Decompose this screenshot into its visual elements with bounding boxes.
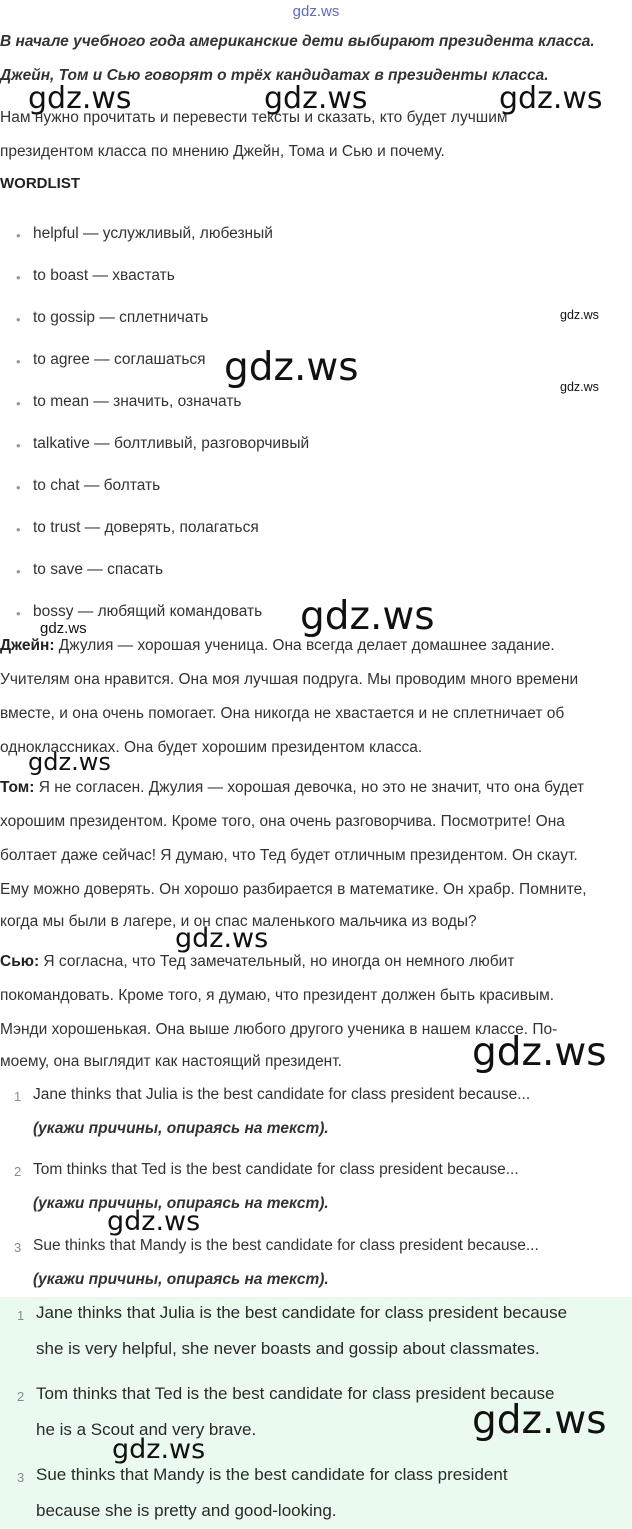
question-text: Tom thinks that Ted is the best candidate for class president because... [33,1161,519,1178]
watermark: gdz.ws [560,380,599,394]
watermark: gdz.ws [472,1398,607,1443]
wordlist-item: to save — спасать [33,561,164,578]
question-hint: (укажи причины, опираясь на текст). [33,1271,329,1288]
watermark: gdz.ws [107,1206,201,1237]
question-number: 3 [14,1240,22,1255]
watermark: gdz.ws [28,748,111,776]
answer-number: 2 [17,1389,25,1404]
wordlist-item: to chat — болтать [33,477,161,494]
speaker-name: Джейн: [0,637,55,654]
wordlist-item: helpful — услужливый, любезный [33,225,273,242]
question-number: 2 [14,1164,22,1179]
speaker-name: Том: [0,779,35,796]
sue-line: Мэнди хорошенькая. Она выше любого другого ученика в нашем классе. По- [0,1021,558,1038]
watermark: gdz.ws [224,345,359,390]
jane-line: вместе, и она очень помогает. Она никогда не хвастается и не сплетничает об [0,705,565,722]
question-text: Sue thinks that Mandy is the best candidate for class president because... [33,1237,539,1254]
jane-line: Учителям она нравится. Она моя лучшая подруга. Мы проводим много времени [0,671,579,688]
wordlist-item: to trust — доверять, полагаться [33,519,259,536]
wordlist-item: to agree — соглашаться [33,351,206,368]
answer-number: 1 [17,1308,25,1323]
bullet-icon: • [16,564,21,579]
sue-line: покомандовать. Кроме того, я думаю, что президент должен быть красивым. [0,987,555,1004]
bullet-icon: • [16,606,21,621]
wordlist-item: talkative — болтливый, разговорчивый [33,435,310,452]
tom-line [0,779,584,797]
jane-line [0,637,555,655]
watermark: gdz.ws [560,308,599,322]
watermark: gdz.ws [499,81,603,116]
bullet-icon: • [16,312,21,327]
answer-line: Tom thinks that Ted is the best candidate for class president because [36,1384,555,1403]
tom-line: болтает даже сейчас! Я думаю, что Тед будет отличным президентом. Он скаут. [0,847,578,864]
question-text: Jane thinks that Julia is the best candidate for class president because... [33,1086,531,1103]
watermark: gdz.ws [300,594,435,639]
answer-line: Sue thinks that Mandy is the best candidate for class president [36,1465,508,1484]
watermark: gdz.ws [112,1434,206,1465]
answer-line: she is very helpful, she never boasts and gossip about classmates. [36,1339,540,1358]
tom-line: хорошим президентом. Кроме того, она очень разговорчива. Посмотрите! Она [0,813,565,830]
tom-text: Я не согласен. Джулия — хорошая девочка, но это не значит, что она будет [34,779,585,796]
question-hint: (укажи причины, опираясь на текст). [33,1195,329,1212]
watermark: gdz.ws [175,923,269,954]
wordlist-item: to gossip — сплетничать [33,309,209,326]
watermark: gdz.ws [264,81,368,116]
bullet-icon: • [16,480,21,495]
wordlist-item: to mean — значить, означать [33,393,242,410]
tom-line: Ему можно доверять. Он хорошо разбирается в математике. Он храбр. Помните, [0,881,587,898]
top-watermark[interactable]: gdz.ws [292,3,340,20]
wordlist-item: to boast — хвастать [33,267,175,284]
sue-line [0,953,514,971]
watermark: gdz.ws [28,81,132,116]
bullet-icon: • [16,354,21,369]
task-line: президентом класса по мнению Джейн, Тома и Сью и почему. [0,143,445,160]
wordlist-item: bossy — любящий командовать [33,603,263,620]
watermark: gdz.ws [472,1030,607,1075]
answer-line: he is a Scout and very brave. [36,1420,257,1439]
speaker-name: Сью: [0,953,40,970]
wordlist-title: WORDLIST [0,175,80,192]
answer-line: because she is pretty and good-looking. [36,1501,337,1520]
jane-text: Джулия — хорошая ученица. Она всегда делает домашнее задание. [54,637,555,654]
sue-line: моему, она выглядит как настоящий президент. [0,1053,342,1070]
intro-line: Джейн, Том и Сью говорят о трёх кандидатах в президенты класса. [0,67,549,84]
answer-number: 3 [17,1470,25,1485]
bullet-icon: • [16,270,21,285]
intro-line: В начале учебного года американские дети выбирают президента класса. [0,33,595,50]
watermark: gdz.ws [40,620,87,637]
bullet-icon: • [16,522,21,537]
bullet-icon: • [16,438,21,453]
bullet-icon: • [16,228,21,243]
question-number: 1 [14,1089,22,1104]
tom-line: когда мы были в лагере, и он спас маленького мальчика из воды? [0,913,477,930]
sue-text: Я согласна, что Тед замечательный, но иногда он немного любит [39,953,515,970]
jane-line: одноклассниках. Она будет хорошим президентом класса. [0,739,423,756]
answer-line: Jane thinks that Julia is the best candidate for class president because [36,1303,568,1322]
task-line: Нам нужно прочитать и перевести тексты и сказать, кто будет лучшим [0,109,508,126]
bullet-icon: • [16,396,21,411]
question-hint: (укажи причины, опираясь на текст). [33,1120,329,1137]
